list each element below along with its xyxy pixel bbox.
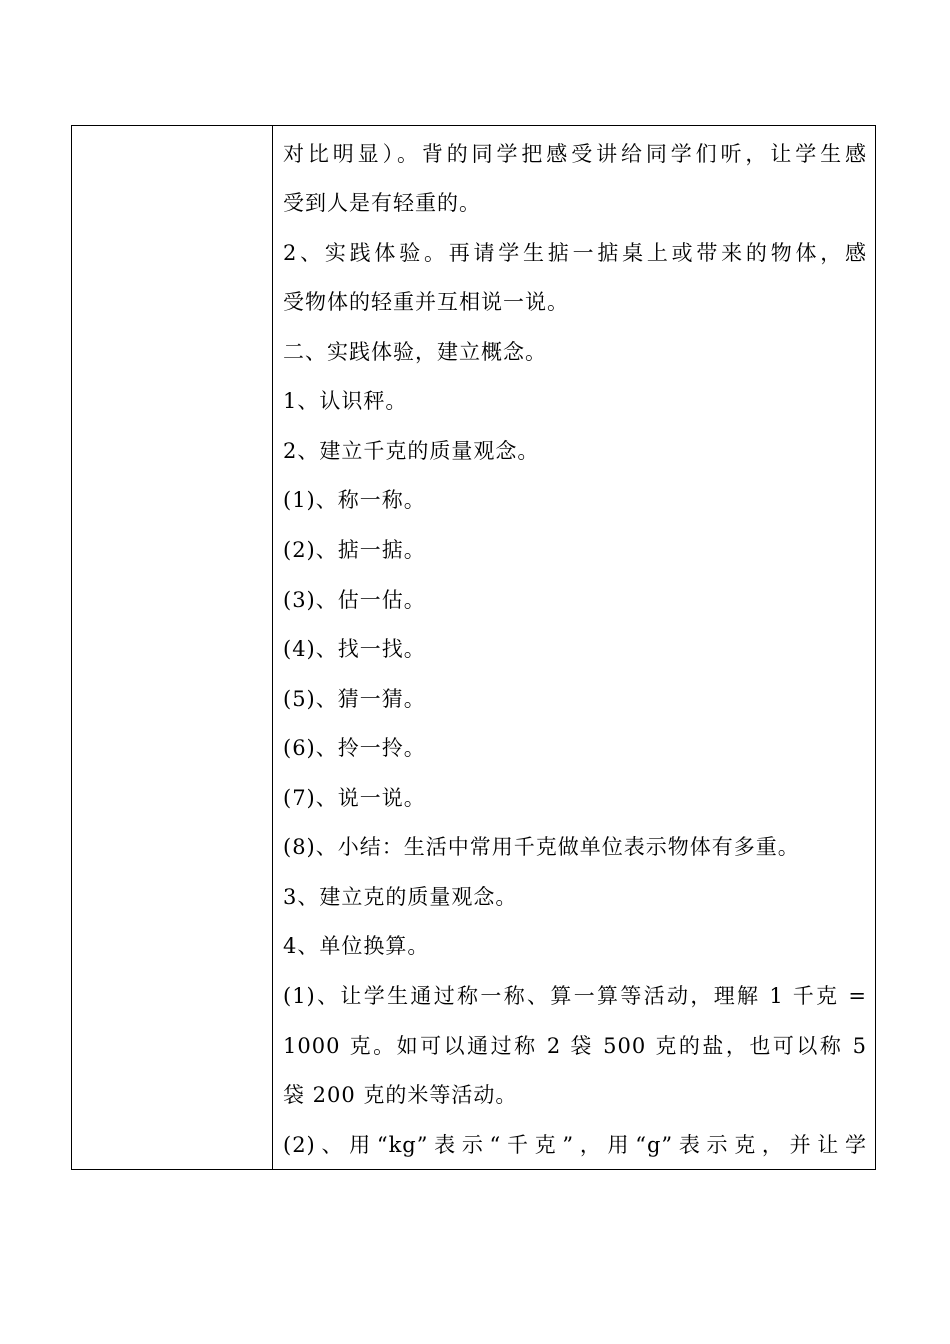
text-line: (2)、用“kg”表示“千克”，用“g”表示克，并让学	[283, 1133, 867, 1157]
list-item: (4)、找一找。	[283, 637, 426, 661]
text-line: 袋 200 克的米等活动。	[283, 1083, 518, 1107]
list-item: (5)、猜一猜。	[283, 687, 426, 711]
list-item: (6)、拎一拎。	[283, 736, 426, 760]
text-line: 3、建立克的质量观念。	[283, 885, 518, 909]
text-line: 1、认识秤。	[283, 389, 408, 413]
text-line: 对比明显）。背的同学把感受讲给同学们听，让学生感	[283, 142, 867, 166]
text-line: 受物体的轻重并互相说一说。	[283, 290, 569, 314]
lesson-table	[71, 125, 876, 1170]
list-item: (8)、小结：生活中常用千克做单位表示物体有多重。	[283, 835, 800, 859]
section-heading: 二、实践体验，建立概念。	[283, 340, 547, 364]
text-line: 4、单位换算。	[283, 934, 430, 958]
list-item: (3)、估一估。	[283, 588, 426, 612]
list-item: (7)、说一说。	[283, 786, 426, 810]
text-line: 2、实践体验。再请学生掂一掂桌上或带来的物体，感	[283, 241, 867, 265]
text-line: 2、建立千克的质量观念。	[283, 439, 540, 463]
left-column	[72, 126, 273, 1169]
list-item: (1)、称一称。	[283, 488, 426, 512]
text-line: 1000 克。如可以通过称 2 袋 500 克的盐，也可以称 5	[283, 1034, 867, 1058]
list-item: (2)、掂一掂。	[283, 538, 426, 562]
text-line: 受到人是有轻重的。	[283, 191, 481, 215]
lesson-content-column	[273, 126, 875, 1169]
text-line: (1)、让学生通过称一称、算一算等活动，理解 1 千克 =	[283, 984, 867, 1008]
